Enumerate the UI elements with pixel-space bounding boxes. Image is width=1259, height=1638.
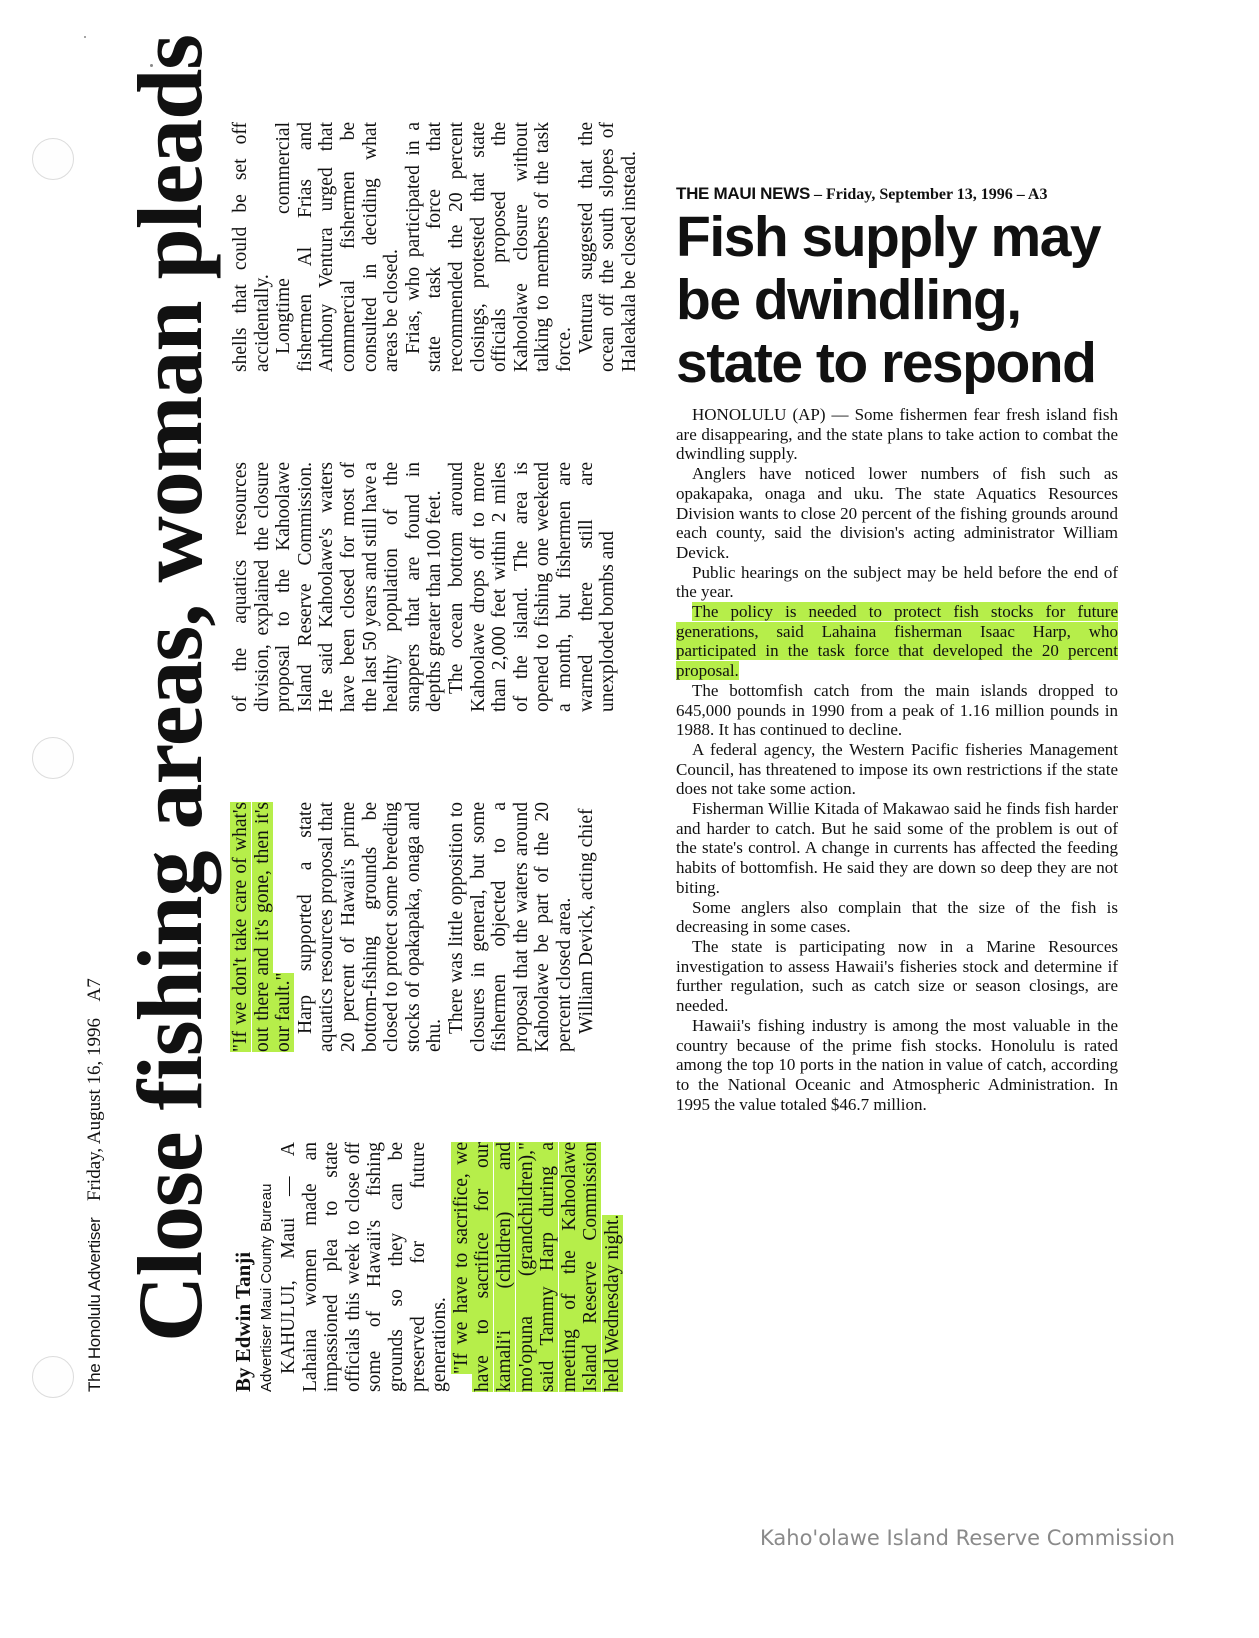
paragraph: There was little opposition to closures in general, but some fishermen objected to a proposal that the waters around Kahoolawe be part of the 20 percent closed area. [445, 802, 575, 1052]
collection-credit: Kaho'olawe Island Reserve Commission [760, 1526, 1175, 1550]
paragraph: Harp supported a state aquatics resources proposal that 20 percent of Hawaii's prime bottom-fishing grounds be closed to protect some breeding stocks of opakapaka, onaga and ehu. [294, 802, 446, 1052]
paragraph: Public hearings on the subject may be held before the end of the year. [676, 562, 1118, 602]
paragraph: Frias, who participated in a state task force that recommended the 20 percent closings, protested that state officials proposed the Kahoolawe closure without talking to members of the task force. [402, 122, 575, 372]
paragraph: The ocean bottom around Kahoolawe drops off to more than 2,000 feet within 2 miles of the island. The area is opened to fishing one weekend a month, but fishermen are warned there still are unexploded bombs and [445, 462, 619, 712]
paragraph: Ventura suggested that the ocean off the south slopes of Haleakala be closed instead. [575, 122, 640, 372]
article-column-4 [230, 122, 640, 372]
paragraph: Anglers have noticed lower numbers of fish such as opakapaka, onaga and uku. The state Aquatics Resources Division wants to close 20 percent of the fishing grounds around each county, said the division's acting administrator William Devick. [676, 464, 1118, 562]
byline: By Edwin Tanji [231, 1251, 255, 1392]
paragraph [451, 1142, 624, 1392]
paragraph: Some anglers also complain that the size of the fish is decreasing in some cases. [676, 897, 1118, 937]
highlighted-quote: "If we don't take care of what's out there and it's gone, then it's our fault." [230, 802, 295, 1052]
advertiser-article-body [230, 62, 640, 1392]
paragraph [676, 602, 1118, 681]
maui-news-clipping [676, 184, 1126, 1114]
paragraph: Fisherman Willie Kitada of Makawao said he finds fish harder and harder to catch. But he said some of the problem is out of the state's control. A change in currents has affected the feeding habits of bottomfish. He said they are down so deep they are not biting. [676, 799, 1118, 897]
paragraph: HONOLULU (AP) — Some fishermen fear fresh island fish are disappearing, and the state plans to take action to combat the dwindling supply. [676, 405, 1118, 464]
punch-hole [32, 1356, 74, 1398]
paragraph: The state is participating now in a Marine Resources investigation to assess Hawaii's fisheries stock and determine if further regulation, such as catch size or season closings, are needed. [676, 936, 1118, 1016]
paragraph: shells that could be set off accidentally. [230, 122, 273, 372]
maui-dateline [676, 184, 1126, 204]
paragraph: of the aquatics resources division, explained the closure proposal to the Kahoolawe Island Reserve Commission. He said Kahoolawe's waters have been closed for most of the last 50 years and still have a healthy population of the snappers that are found in depths greater than 100 feet. [230, 462, 446, 712]
maui-headline: Fish supply may be dwindling, state to respond [676, 205, 1101, 395]
article-column-2 [230, 802, 597, 1052]
newspaper-name: The Honolulu Advertiser [85, 1217, 104, 1392]
article-column-1 [230, 1142, 623, 1392]
highlighted-quote: "If we have to sacrifice, we have to sacrifice for our kamali'i (children) and mo'opuna (grandchildren)," said Tammy Harp during a meeting of the Kahoolawe Island Reserve Commission held Wednesday night. [450, 1142, 623, 1392]
paragraph: William Devick, acting chief [575, 808, 597, 1034]
punch-hole [32, 138, 74, 180]
highlighted-passage: The policy is needed to protect fish stocks for future generations, said Lahaina fisherman Isaac Harp, who participated in the task force that developed the 20 percent proposal. [676, 602, 1118, 681]
publication-date: Friday, August 16, 1996 [84, 1018, 105, 1201]
paragraph: KAHULUI, Maui — A Lahaina women made an impassioned plea to state officials this week to close off some of Hawaii's fishing grounds so they can be preserved for future generations. [278, 1142, 451, 1392]
article-column-3 [230, 462, 619, 712]
page-number: A7 [84, 978, 105, 1002]
paragraph [230, 802, 295, 1052]
bureau-credit: Advertiser Maui County Bureau [258, 1183, 275, 1392]
advertiser-masthead [84, 62, 120, 1392]
advertiser-clipping [80, 34, 640, 1392]
paragraph: A federal agency, the Western Pacific fisheries Management Council, has threatened to impose its own restrictions if the state does not take some action. [676, 739, 1118, 799]
scan-speck [84, 36, 86, 38]
maui-article-body [676, 405, 1126, 1114]
newspaper-name: THE MAUI NEWS [676, 184, 810, 203]
paragraph: The bottomfish catch from the main islands dropped to 645,000 pounds in 1990 from a peak of 1.16 million pounds in 1988. It has continued to decline. [676, 680, 1118, 740]
paragraph: Longtime commercial fishermen Al Frias and Anthony Ventura urged that commercial fishermen be consulted in deciding what areas be closed. [273, 122, 403, 372]
publication-date: – Friday, September 13, 1996 – A3 [814, 186, 1048, 203]
paragraph: Hawaii's fishing industry is among the most valuable in the country because of the prime fish stocks. Honolulu is rated among the top 10 ports in the nation in value of catch, according to the National Oceanic and Atmospheric Administration. In 1995 the value totaled $46.7 million. [676, 1015, 1118, 1114]
punch-hole [32, 737, 74, 779]
advertiser-headline: Close fishing areas, woman pleads [119, 34, 221, 1342]
